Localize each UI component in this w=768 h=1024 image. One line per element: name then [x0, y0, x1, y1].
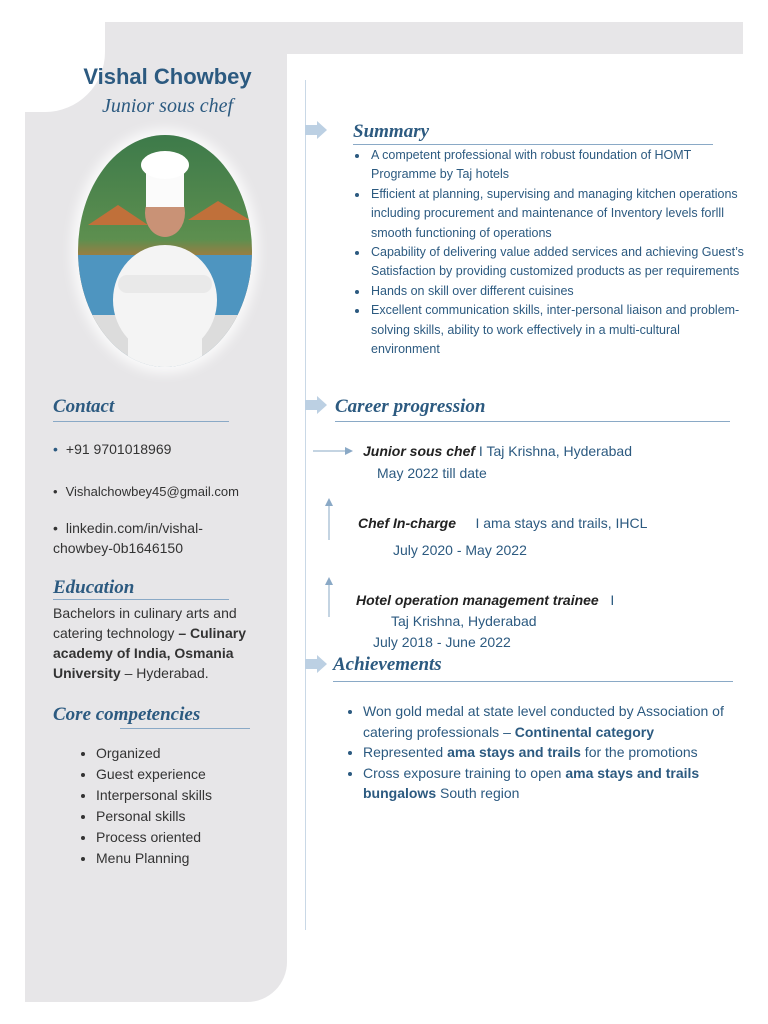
job-place: Taj Krishna, Hyderabad — [486, 443, 632, 459]
list-item: • Hands on skill over different cuisines — [369, 282, 744, 301]
career-divider — [335, 421, 730, 422]
contact-divider — [53, 421, 229, 422]
list-item: • Efficient at planning, supervising and managing kitchen operations including procurement and maintenance of Inventory levels forlll smooth functioning of operations — [369, 185, 744, 243]
timeline-arrow-up-icon — [324, 498, 334, 540]
list-item: • Personal skills — [96, 806, 212, 827]
job-3-title — [356, 592, 614, 608]
career-title: Career progression — [335, 396, 486, 417]
job-separator: I — [456, 515, 484, 531]
email-address: Vishalchowbey45@gmail.com — [65, 484, 239, 499]
job-3-dates: July 2018 - June 2022 — [373, 634, 511, 650]
arrow-icon — [305, 121, 327, 139]
profile-photo — [78, 135, 252, 367]
person-name: Vishal Chowbey — [83, 64, 252, 89]
list-item: • Guest experience — [96, 764, 212, 785]
education-line-2b: – Culinary — [178, 625, 247, 641]
list-item — [363, 701, 738, 742]
competencies-list — [74, 743, 212, 869]
timeline-arrow-icon — [313, 446, 353, 456]
job-separator: I — [475, 443, 487, 459]
job-2-title — [358, 515, 647, 531]
list-item — [363, 763, 738, 804]
job-position: Chef In-charge — [358, 515, 457, 531]
timeline-line — [305, 80, 306, 930]
contact-email[interactable] — [53, 482, 239, 502]
achievement-text: Cross exposure training to open — [363, 764, 566, 781]
person-role: Junior sous chef — [101, 95, 234, 117]
job-separator: I — [598, 592, 615, 608]
arrow-icon — [305, 655, 327, 673]
contact-phone[interactable] — [53, 439, 171, 459]
list-item: • Interpersonal skills — [96, 785, 212, 806]
contact-linkedin[interactable] — [53, 518, 203, 558]
summary-title: Summary — [353, 121, 430, 142]
contact-title: Contact — [53, 396, 115, 417]
competencies-divider — [120, 728, 250, 729]
job-place: ama stays and trails, IHCL — [483, 515, 648, 531]
linkedin-line-2: chowbey-0b1646150 — [53, 540, 183, 556]
list-item — [363, 742, 738, 763]
achievement-text: Won gold medal at state level conducted by Association of catering professionals – — [363, 703, 724, 740]
education-divider — [53, 599, 229, 600]
list-item: • Organized — [96, 743, 212, 764]
job-2-dates: July 2020 - May 2022 — [393, 542, 527, 558]
list-item: • Menu Planning — [96, 848, 212, 869]
job-1-dates: May 2022 till date — [377, 465, 487, 481]
list-item: • Process oriented — [96, 827, 212, 848]
list-item: • Excellent communication skills, inter-personal liaison and problem-solving skills, ability to work effectively in a multi-cultural environment — [369, 301, 744, 359]
achievements-title: Achievements — [333, 654, 442, 675]
education-line-1: Bachelors in culinary arts and — [53, 605, 237, 621]
education-line-3: academy of India, Osmania — [53, 645, 234, 661]
education-line-4a: University — [53, 665, 121, 681]
education-line-2a: catering technology — [53, 625, 179, 641]
achievement-text: Represented — [363, 744, 448, 761]
achievement-bold: ama stays and trails bungalows — [363, 764, 700, 802]
job-position: Junior sous chef — [363, 443, 476, 459]
education-text — [53, 603, 278, 683]
arrow-icon — [305, 396, 327, 414]
achievements-divider — [333, 681, 733, 682]
achievement-text: for the promotions — [580, 744, 698, 761]
bullet-icon: • — [53, 520, 58, 536]
bullet-icon: • — [53, 441, 58, 457]
timeline-arrow-up-icon — [324, 577, 334, 617]
competencies-title: Core competencies — [53, 704, 201, 725]
summary-divider — [353, 144, 713, 145]
achievement-text: South region — [436, 785, 520, 802]
summary-list — [349, 146, 744, 359]
list-item: • A competent professional with robust foundation of HOMT Programme by Taj hotels — [369, 146, 744, 185]
phone-number: +91 9701018969 — [65, 441, 172, 457]
achievements-list — [341, 701, 738, 804]
achievement-bold: Continental category — [514, 723, 655, 740]
bullet-icon: • — [53, 484, 58, 499]
education-title: Education — [53, 577, 135, 598]
education-line-4b: – Hyderabad. — [120, 665, 209, 681]
achievement-bold: ama stays and trails — [447, 744, 581, 761]
job-3-place: Taj Krishna, Hyderabad — [391, 613, 537, 629]
job-1-title — [363, 443, 632, 459]
linkedin-line-1: linkedin.com/in/vishal- — [65, 520, 203, 536]
job-position: Hotel operation management trainee — [356, 592, 599, 608]
list-item: • Capability of delivering value added services and achieving Guest’s Satisfaction by providing customized products as per requirements — [369, 243, 744, 282]
